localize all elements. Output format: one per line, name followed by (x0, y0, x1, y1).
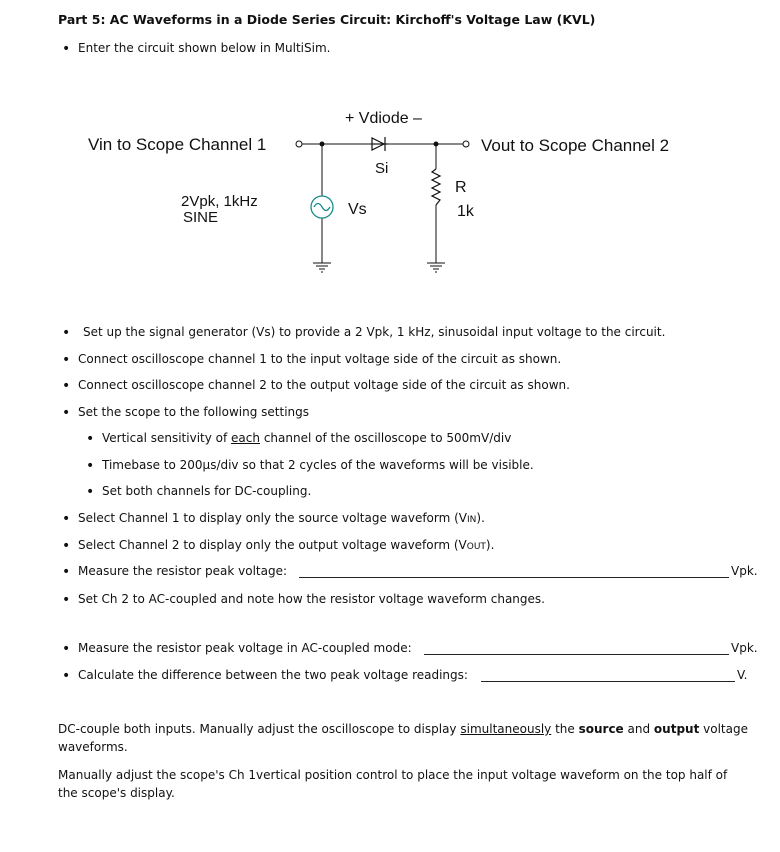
calc-diff-blank[interactable] (481, 681, 735, 682)
page-title: Part 5: AC Waveforms in a Diode Series Circuit: Kirchoff's Voltage Law (KVL) (58, 12, 596, 27)
ground-icon (313, 263, 331, 272)
diode-symbol (372, 137, 388, 151)
resistor-value: 1k (457, 203, 474, 220)
bullet: • (62, 641, 71, 657)
vin-label: Vin to Scope Channel 1 (88, 135, 267, 154)
circuit-diagram (0, 95, 780, 280)
calc-diff-label: Calculate the difference between the two peak voltage readings: (78, 668, 468, 682)
junction-dot (320, 142, 325, 147)
source-name: Vs (348, 201, 367, 218)
bullet: • (62, 41, 71, 57)
bullet: • (62, 592, 71, 608)
sub-step-timebase: Timebase to 200µs/div so that 2 cycles of the waveforms will be visible. (102, 458, 534, 472)
step-connect-ch2: Connect oscilloscope channel 2 to the output voltage side of the circuit as shown. (78, 378, 570, 392)
vout-terminal (463, 141, 469, 147)
vout-label: Vout to Scope Channel 2 (481, 136, 670, 155)
bullet: • (62, 538, 71, 554)
measure-ac-peak-label: Measure the resistor peak voltage in AC-coupled mode: (78, 641, 412, 655)
sub-bullet: • (86, 458, 95, 474)
step-signal-generator: Set up the signal generator (Vs) to provide a 2 Vpk, 1 kHz, sinusoidal input voltage to the circuit. (83, 325, 666, 339)
resistor-symbol (432, 169, 440, 205)
bullet: • (62, 668, 71, 684)
step-select-ch1: Select Channel 1 to display only the source voltage waveform (VIN). (78, 511, 485, 525)
sub-bullet: • (86, 431, 95, 447)
step-connect-ch1: Connect oscilloscope channel 1 to the input voltage side of the circuit as shown. (78, 352, 562, 366)
measure-ac-peak-blank[interactable] (424, 654, 729, 655)
bullet: • (62, 325, 71, 341)
sub-step-vertical: Vertical sensitivity of each channel of the oscilloscope to 500mV/div (102, 431, 512, 445)
ac-source-symbol (311, 196, 333, 218)
step-scope-settings: Set the scope to the following settings (78, 405, 310, 419)
sub-step-coupling: Set both channels for DC-coupling. (102, 484, 312, 498)
measure-peak-unit: Vpk. (731, 564, 758, 578)
source-spec-freq: 2Vpk, 1kHz (181, 193, 258, 210)
step-ac-coupled: Set Ch 2 to AC-coupled and note how the resistor voltage waveform changes. (78, 592, 545, 606)
resistor-name: R (455, 179, 467, 196)
ground-icon (427, 263, 445, 272)
sub-bullet: • (86, 484, 95, 500)
bullet: • (62, 564, 71, 580)
paragraph-vertical-position: Manually adjust the scope's Ch 1vertical position control to place the input voltage waveform on the top half of the scope's display. (58, 768, 728, 800)
measure-peak-label: Measure the resistor peak voltage: (78, 564, 288, 578)
paragraph-dc-couple: DC-couple both inputs. Manually adjust the oscilloscope to display simultaneously the source and output voltage waveforms. (58, 722, 748, 754)
intro-text: Enter the circuit shown below in MultiSim. (78, 41, 331, 55)
measure-peak-blank[interactable] (299, 577, 729, 578)
vdiode-label: + Vdiode – (345, 110, 422, 127)
step-select-ch2: Select Channel 2 to display only the output voltage waveform (VOUT). (78, 538, 495, 552)
bullet: • (62, 405, 71, 421)
bullet: • (62, 378, 71, 394)
bullet: • (62, 352, 71, 368)
calc-diff-unit: V. (737, 668, 748, 682)
vin-terminal (296, 141, 302, 147)
source-spec-wave: SINE (183, 209, 219, 226)
junction-dot (434, 142, 439, 147)
bullet: • (62, 511, 71, 527)
measure-ac-peak-unit: Vpk. (731, 641, 758, 655)
diode-name: Si (375, 160, 389, 177)
